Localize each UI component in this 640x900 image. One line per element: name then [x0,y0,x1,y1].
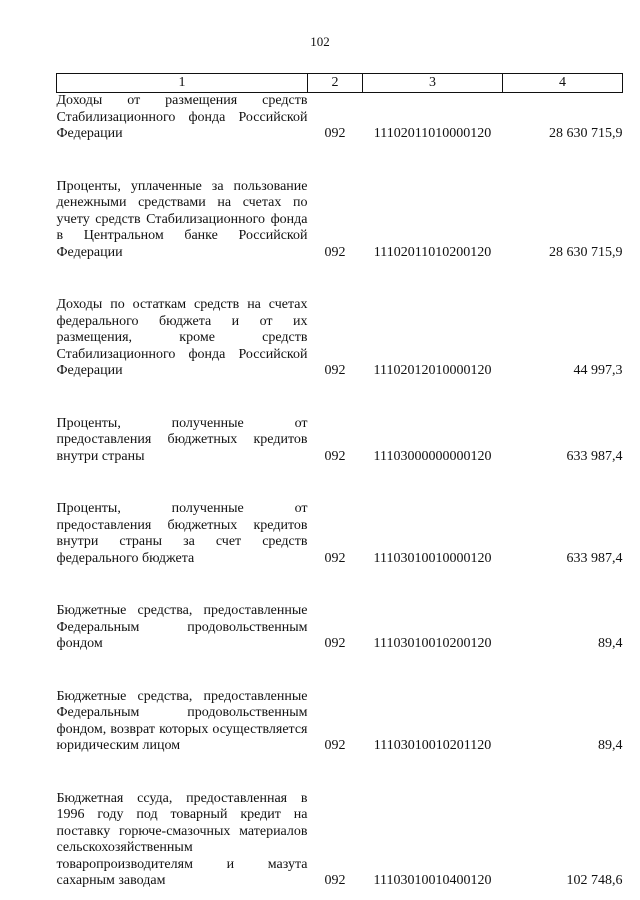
revenue-name: Проценты, полученные от предоставления бюджетных кредитов внутри страны за счет средств федерального бюджета [56,501,308,566]
revenue-name: Проценты, уплаченные за пользование денежными средствами на счетах по учету средств Стабилизационного фонда в Центральном банке Российской Федерации [56,178,308,260]
admin-code: 092 [324,550,346,566]
revenue-name: Бюджетная ссуда, предоставленная в 1996 году под товарный кредит на поставку горюче-смазочных материалов сельскохозяйственным товаропроизводителям и мазута сахарным заводам [56,790,308,888]
column-header-1: 1 [57,74,308,93]
admin-code: 092 [324,448,346,464]
admin-code: 092 [324,363,346,378]
classification-code: 11103010010201120 [373,738,492,753]
admin-code: 092 [324,738,346,753]
page-number: 102 [310,34,330,49]
row-spacer [57,653,623,689]
header-row [57,74,623,93]
amount-value: 89,4 [598,738,623,753]
classification-code: 11102011010000120 [373,126,492,141]
column-header-4: 4 [503,74,623,93]
classification-code: 11103010010000120 [373,550,492,566]
table-row [57,501,623,567]
amount-value: 28 630 715,9 [549,244,623,260]
classification-code: 11102012010000120 [373,363,492,378]
column-header-2: 2 [308,74,363,93]
admin-code: 092 [324,636,346,651]
table-body [57,93,623,890]
revenue-name: Проценты, полученные от предоставления бюджетных кредитов внутри страны [56,415,308,464]
classification-code: 11103010010200120 [373,636,492,651]
table-row [57,179,623,262]
table-row [57,603,623,653]
amount-value: 633 987,4 [566,448,623,464]
admin-code: 092 [324,244,346,260]
row-spacer [57,143,623,179]
amount-value: 102 748,6 [566,873,623,888]
table-row [57,297,623,380]
admin-code: 092 [324,126,346,141]
revenue-name: Бюджетные средства, предоставленные Федеральным продовольственным фондом, возврат которых осуществляется юридическим лицом [56,688,308,753]
row-spacer [57,261,623,297]
row-spacer [57,465,623,501]
classification-code: 11103010010400120 [373,873,492,888]
revenue-name: Доходы от размещения средств Стабилизационного фонда Российской Федерации [56,93,308,141]
column-header-3: 3 [363,74,503,93]
revenue-name: Доходы по остаткам средств на счетах федерального бюджета и от их размещения, кроме средств Стабилизационного фонда Российской Федерации [56,297,308,378]
budget-revenue-table [56,73,623,890]
table-row [57,93,623,143]
amount-value: 44 997,3 [573,363,623,378]
row-spacer [57,567,623,603]
amount-value: 633 987,4 [566,550,623,566]
table-header [57,74,623,93]
revenue-name: Бюджетные средства, предоставленные Федеральным продовольственным фондом [56,603,308,651]
classification-code: 11102011010200120 [373,244,492,260]
amount-value: 89,4 [598,636,623,651]
row-spacer [57,380,623,416]
table-row [57,791,623,890]
table-row [57,689,623,755]
admin-code: 092 [324,873,346,888]
table-row [57,416,623,466]
amount-value: 28 630 715,9 [549,126,623,141]
row-spacer [57,755,623,791]
classification-code: 11103000000000120 [373,448,492,464]
